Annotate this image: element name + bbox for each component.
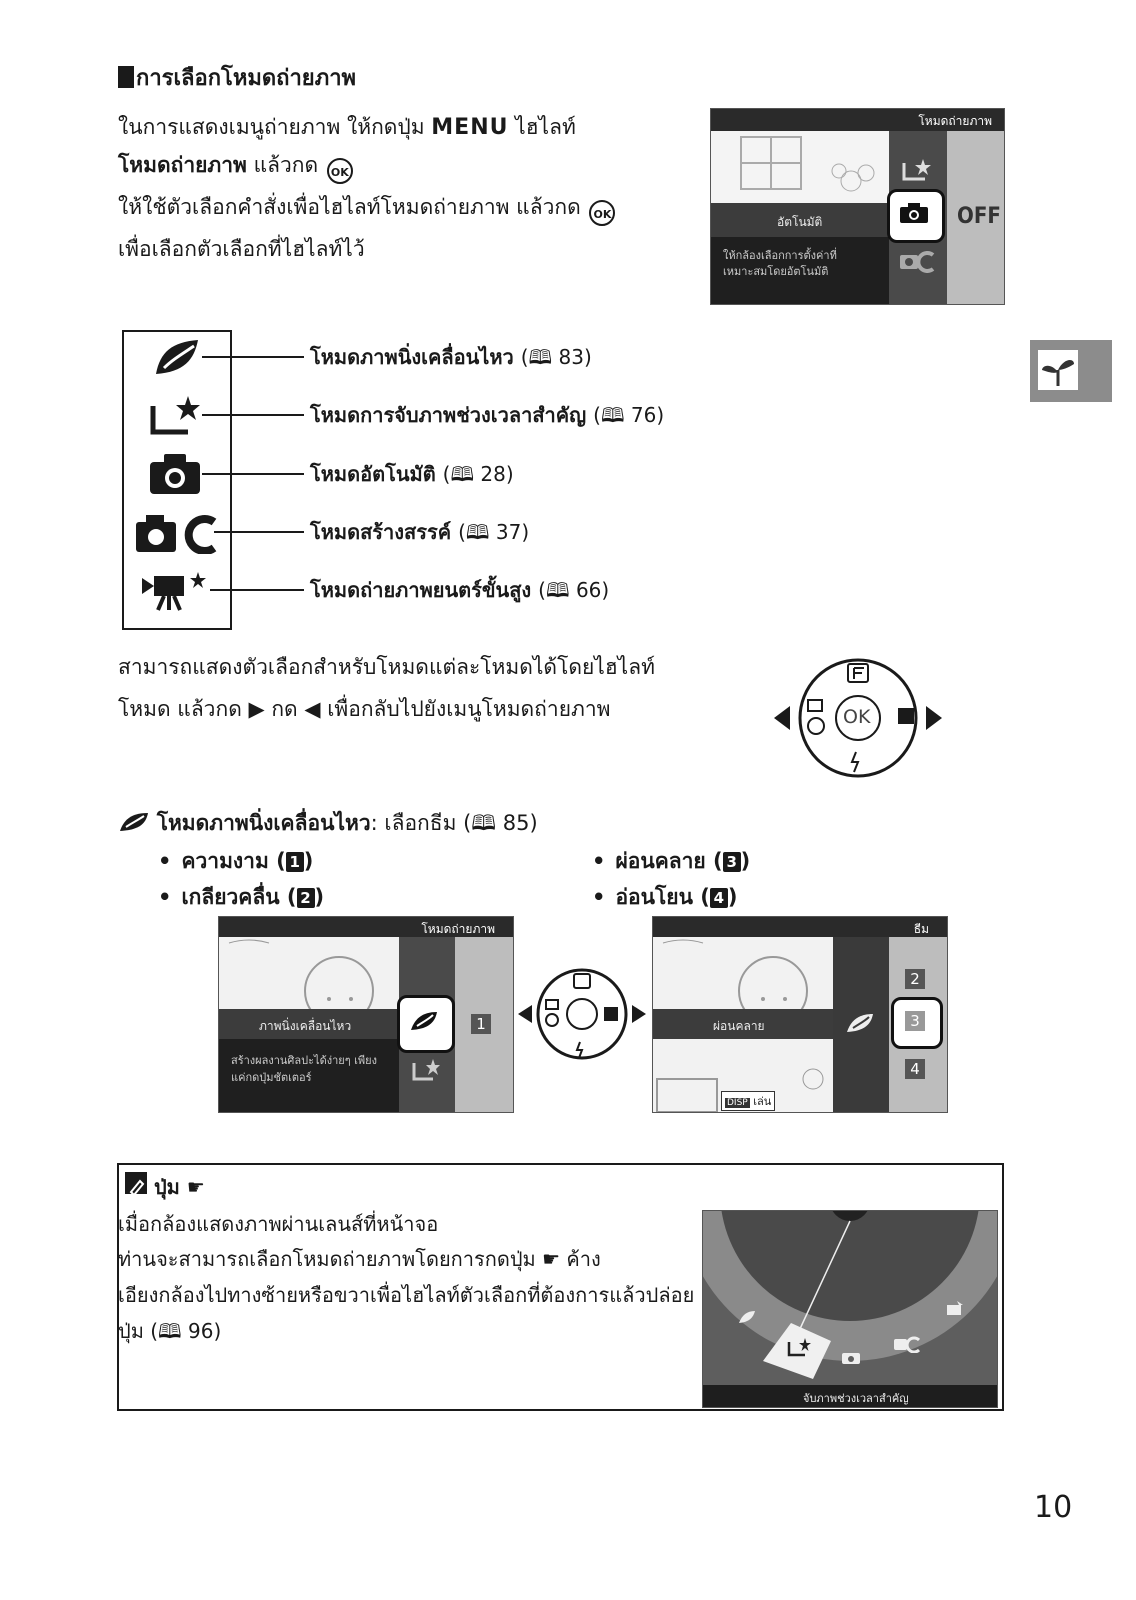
book-icon: 🕮 <box>465 520 490 544</box>
book-icon: 🕮 <box>545 578 570 602</box>
window-illustration-icon <box>711 131 889 203</box>
mode-label-motion-snapshot: โหมดภาพนิ่งเคลื่อนไหว (🕮 83) <box>310 345 592 369</box>
book-icon: 🕮 <box>471 811 497 835</box>
screen-title: โหมดถ่ายภาพ <box>421 922 495 936</box>
page-ref: 28 <box>480 462 506 486</box>
child-illustration-icon <box>653 937 833 1009</box>
note-text-line <box>118 1240 601 1278</box>
page-ref: 66 <box>575 578 602 602</box>
child-illustration-icon <box>219 937 399 1009</box>
instruction-text: ไฮไลท์ <box>508 115 576 139</box>
theme-number-badge: 1 <box>286 852 304 872</box>
motion-snapshot-icon <box>150 338 200 376</box>
instruction-line-1 <box>118 108 576 147</box>
note-text-line: เอียงกล้องไปทางซ้ายหรือขวาเพื่อไฮไลท์ตัวเลือกที่ต้องการแล้วปล่อย <box>118 1283 695 1307</box>
note-text: ท่านจะสามารถเลือกโหมดถ่ายภาพโดยการกดปุ่ม <box>118 1247 536 1271</box>
heading-marker-icon <box>118 66 134 88</box>
mode-name: โหมดอัตโนมัติ <box>310 462 436 486</box>
motion-snapshot-icon <box>737 1309 757 1325</box>
feature-button-icon: ☛ <box>186 1175 205 1199</box>
mode-label-auto: โหมดอัตโนมัติ (🕮 28) <box>310 462 514 486</box>
motion-snapshot-theme-heading: โหมดภาพนิ่งเคลื่อนไหว: เลือกธีม (🕮 85) <box>118 804 538 842</box>
camera-screen-motion-snapshot <box>218 916 514 1113</box>
mode-label-best-moment: โหมดการจับภาพช่วงเวลาสำคัญ (🕮 76) <box>310 403 665 427</box>
camera-screen-theme <box>652 916 948 1113</box>
creative-mode-icon <box>893 1335 921 1353</box>
options-instruction-line-1: สามารถแสดงตัวเลือกสำหรับโหมดแต่ละโหมดได้โดยไฮไลท์ <box>118 655 655 679</box>
instruction-text: แล้วกด <box>246 153 319 177</box>
theme-number-badge: 3 <box>723 852 741 872</box>
book-icon: 🕮 <box>450 462 475 486</box>
mode-label-advanced-movie: โหมดถ่ายภาพยนตร์ขั้นสูง (🕮 66) <box>310 578 610 602</box>
theme-name: อ่อนโยน <box>615 885 693 909</box>
mode-name: โหมดการจับภาพช่วงเวลาสำคัญ <box>310 403 587 427</box>
theme-number-badge: 4 <box>710 888 728 908</box>
theme-item: • เกลียวคลื่น ( 2 ) <box>158 878 324 916</box>
instruction-text: ในการแสดงเมนูถ่ายภาพ ให้กดปุ่ม <box>118 115 432 139</box>
best-moment-capture-icon <box>148 394 204 436</box>
heading-text: : เลือกธีม ( <box>370 811 472 835</box>
page-ref: 96 <box>188 1319 214 1343</box>
note-title-text: ปุ่ม <box>153 1175 180 1199</box>
page-ref: 83 <box>558 345 584 369</box>
best-moment-capture-icon <box>411 1057 441 1081</box>
options-instruction-line-2 <box>118 690 610 728</box>
leader-line <box>202 414 304 416</box>
instruction-text: เพื่อกลับไปยังเมนูโหมดถ่ายภาพ <box>320 697 611 721</box>
page-ref: 37 <box>495 520 522 544</box>
instruction-line-3 <box>118 188 617 226</box>
right-arrow-icon: ▶ <box>248 697 265 721</box>
instruction-text: เพื่อเลือกตัวเลือกที่ไฮไลท์ไว้ <box>118 237 365 261</box>
book-icon: 🕮 <box>600 403 625 427</box>
leader-line <box>202 473 304 475</box>
mode-value-off: OFF <box>957 204 1001 229</box>
menu-button-label: MENU <box>431 115 509 140</box>
heading-text: การเลือกโหมดถ่ายภาพ <box>136 66 357 91</box>
pencil-note-icon <box>125 1172 147 1194</box>
creative-mode-icon <box>899 249 935 273</box>
section-heading-shooting-mode <box>118 60 356 98</box>
mode-name: โหมดสร้างสรรค์ <box>310 520 452 544</box>
selected-mode-label: ภาพนิ่งเคลื่อนไหว <box>259 1019 352 1033</box>
ok-button-icon: OK <box>589 200 615 226</box>
camera-auto-icon <box>899 202 929 224</box>
camera-auto-icon <box>148 452 204 496</box>
mode-name: โหมดถ่ายภาพยนตร์ขั้นสูง <box>310 578 532 602</box>
note-title <box>125 1168 205 1206</box>
theme-name: เกลียวคลื่น <box>181 885 280 909</box>
leader-line <box>210 589 304 591</box>
theme-item: • ผ่อนคลาย ( 3 ) <box>592 842 750 880</box>
left-arrow-icon: ◀ <box>304 697 321 721</box>
advanced-movie-icon <box>140 570 210 612</box>
screen-title: ธีม <box>913 922 929 936</box>
selected-mode-label: อัตโนมัติ <box>777 215 823 229</box>
chapter-tab <box>1030 340 1112 402</box>
theme-value: 2 <box>905 969 925 989</box>
leader-line <box>202 356 304 358</box>
theme-value: 1 <box>471 1014 491 1034</box>
theme-number-badge: 2 <box>297 888 315 908</box>
screen-title: โหมดถ่ายภาพ <box>918 114 992 128</box>
help-text-line: แค่กดปุ่มชัตเตอร์ <box>231 1071 312 1084</box>
theme-name: ผ่อนคลาย <box>615 849 706 873</box>
leader-line <box>214 531 304 533</box>
help-text-line: สร้างผลงานศิลปะได้ง่ายๆ เพียง <box>231 1054 377 1067</box>
mode-label-creative: โหมดสร้างสรรค์ (🕮 37) <box>310 520 530 544</box>
instruction-text: กด <box>264 697 305 721</box>
selected-theme-label: ผ่อนคลาย <box>713 1019 765 1033</box>
scene-illustration <box>219 937 399 1009</box>
instruction-text: ให้ใช้ตัวเลือกคำสั่งเพื่อไฮไลท์โหมดถ่ายภาพ แล้วกด <box>118 195 581 219</box>
instruction-text: โหมด แล้วกด <box>118 697 249 721</box>
page-number: 10 <box>1034 1490 1073 1525</box>
scene-illustration <box>653 937 833 1009</box>
note-text: ปุ่ม ( <box>118 1319 159 1343</box>
camera-screen-shooting-mode <box>710 108 1005 305</box>
motion-snapshot-icon <box>118 811 150 833</box>
advanced-movie-icon <box>943 1299 965 1319</box>
scene-illustration <box>711 131 889 203</box>
help-text-line: เหมาะสมโดยอัตโนมัติ <box>723 265 829 278</box>
page-ref: 76 <box>630 403 657 427</box>
note-text-line <box>118 1312 221 1350</box>
help-text-line: ให้กล้องเลือกการตั้งค่าที่ <box>723 249 837 262</box>
motion-snapshot-icon <box>845 1012 875 1034</box>
disp-play-label <box>721 1091 775 1111</box>
camera-screen-mode-dial <box>702 1210 998 1408</box>
disp-badge: DISP <box>727 1098 748 1108</box>
book-icon: 🕮 <box>158 1319 182 1343</box>
play-text: เล่น <box>753 1095 772 1108</box>
theme-value-selected: 3 <box>905 1011 925 1031</box>
mode-name: โหมดภาพนิ่งเคลื่อนไหว <box>310 345 514 369</box>
sprout-icon <box>1038 350 1078 390</box>
page-ref: 85 <box>502 811 530 835</box>
note-text-line: เมื่อกล้องแสดงภาพผ่านเลนส์ที่หน้าจอ <box>118 1212 439 1236</box>
book-icon: 🕮 <box>528 345 553 369</box>
motion-snapshot-icon <box>409 1010 439 1032</box>
multi-selector-small-icon <box>516 964 648 1064</box>
mode-caption: จับภาพช่วงเวลาสำคัญ <box>803 1392 909 1405</box>
screen-title-bar <box>653 917 947 937</box>
instruction-line-2 <box>118 146 355 184</box>
note-text: ค้าง <box>566 1247 601 1271</box>
instruction-bold: โหมดถ่ายภาพ <box>118 153 247 177</box>
note-text: ) <box>213 1319 222 1343</box>
feature-button-icon: ☛ <box>542 1247 561 1271</box>
camera-auto-icon <box>841 1349 861 1365</box>
best-moment-capture-icon <box>901 157 933 183</box>
theme-name: ความงาม <box>181 849 269 873</box>
chapter-tab-inner <box>1038 350 1078 390</box>
ok-button-icon: OK <box>327 158 353 184</box>
instruction-line-4 <box>118 230 365 268</box>
best-moment-capture-icon <box>787 1337 811 1357</box>
creative-mode-icon <box>134 512 218 554</box>
theme-value: 4 <box>905 1059 925 1079</box>
theme-item: • ความงาม ( 1 ) <box>158 842 313 880</box>
heading-bold: โหมดภาพนิ่งเคลื่อนไหว <box>156 811 371 835</box>
dial-ok-label: OK <box>843 706 871 728</box>
theme-item: • อ่อนโยน ( 4 ) <box>592 878 738 916</box>
